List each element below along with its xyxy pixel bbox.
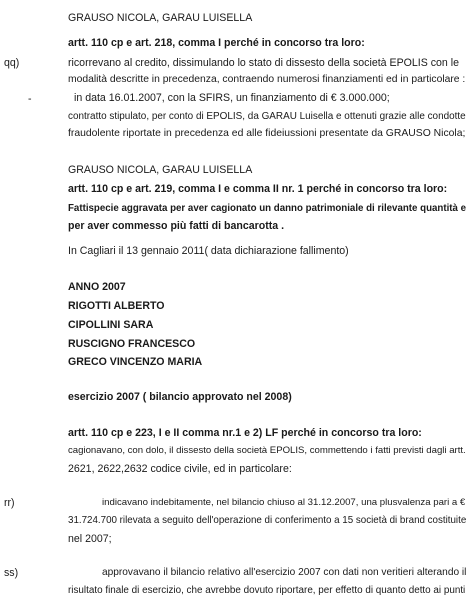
item-marker: qq) [4,57,20,69]
item-marker: ss) [4,567,19,579]
item-text-line: nel 2007; [68,533,112,545]
item-text-line: approvavano il bilancio relativo all'esercizio 2007 con dati non veritieri alterando il [102,567,467,578]
person-name: RUSCIGNO FRANCESCO [68,338,196,350]
person-name: CIPOLLINI SARA [68,319,154,331]
place-date: In Cagliari il 13 gennaio 2011( data dichiarazione fallimento) [68,245,349,257]
charge-heading: artt. 110 cp e art. 219, comma I e comma II nr. 1 perché in concorso tra loro: [68,183,448,195]
person-name: RIGOTTI ALBERTO [68,300,165,312]
aggravating-text: Fattispecie aggravata per aver cagionato un danno patrimoniale di rilevante quantità e [68,203,467,214]
intro-text: 2621, 2622,2632 codice civile, ed in particolare: [68,463,292,475]
aggravating-text: per aver commesso più fatti di bancarotta . [68,220,285,232]
item-text-line: risultato finale di esercizio, che avrebbe dovuto riportare, per effetto di quanto detto ai punti [68,585,466,596]
intro-text: cagionavano, con dolo, il dissesto della società EPOLIS, commettendo i fatti previsti dagli artt. [68,445,466,456]
item-text-line: modalità descritte in precedenza, contraendo numerosi finanziamenti ed in particolare : [68,74,466,85]
item-text-line: ricorrevano al credito, dissimulando lo stato di dissesto della società EPOLIS con le [68,57,459,69]
year-heading: ANNO 2007 [68,281,126,293]
item-text-line: indicavano indebitamente, nel bilancio chiuso al 31.12.2007, una plusvalenza pari a € [102,497,466,508]
defendants-names: GRAUSO NICOLA, GARAU LUISELLA [68,164,253,176]
charge-heading: artt. 110 cp e 223, I e II comma nr.1 e 2) LF perché in concorso tra loro: [68,427,422,439]
exercise-heading: esercizio 2007 ( bilancio approvato nel 2008) [68,391,292,403]
charge-heading: artt. 110 cp e art. 218, comma I perché in concorso tra loro: [68,37,365,49]
item-marker: rr) [4,497,15,509]
item-text-line: fraudolente riportate in precedenza ed alle fideiussioni presentate da GRAUSO Nicola; [68,128,466,139]
dash-marker: - [28,93,32,105]
item-text-line: contratto stipulato, per conto di EPOLIS, da GARAU Luisella e ottenuti grazie alle condotte [68,111,466,122]
defendants-names: GRAUSO NICOLA, GARAU LUISELLA [68,12,253,24]
item-text-line: 31.724.700 rilevata a seguito dell'operazione di conferimento a 15 società di brand costituite [68,515,467,526]
item-text-line: in data 16.01.2007, con la SFIRS, un finanziamento di € 3.000.000; [74,92,390,104]
person-name: GRECO VINCENZO MARIA [68,356,203,368]
